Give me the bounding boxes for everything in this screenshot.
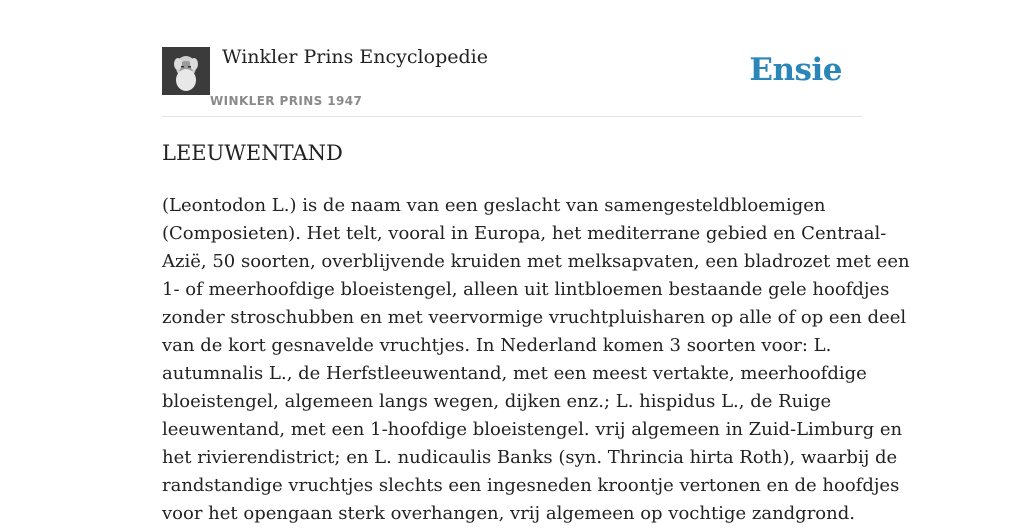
body-line: (Leontodon L.) is de naam van een geslacht van samengesteldbloemigen (162, 195, 826, 216)
body-line: voor het opengaan sterk overhangen, vrij algemeen op vochtige zandgrond. (162, 503, 855, 524)
body-line: (Composieten). Het telt, vooral in Europa, het mediterrane gebied en Centraal- (162, 223, 887, 244)
brand-logo[interactable]: Ensie (749, 52, 842, 88)
article-body (162, 192, 910, 528)
body-line: Azië, 50 soorten, overblijvende kruiden met melksapvaten, een bladrozet met een (162, 251, 910, 272)
body-line: randstandige vruchtjes slechts een ingesneden kroontje vertonen en de hoofdjes (162, 475, 900, 496)
body-line: zonder stroschubben en met veervormige vruchtpluisharen op alle of op een deel (162, 307, 907, 328)
source-subtitle[interactable]: WINKLER PRINS 1947 (210, 94, 363, 108)
portrait-icon (162, 47, 210, 95)
article-title: LEEUWENTAND (162, 141, 343, 165)
body-line: bloeistengel, algemeen langs wegen, dijken enz.; L. hispidus L., de Ruige (162, 391, 832, 412)
body-line: autumnalis L., de Herfstleeuwentand, met een meest vertakte, meerhoofdige (162, 363, 867, 384)
avatar[interactable] (162, 47, 210, 95)
body-line: van de kort gesnavelde vruchtjes. In Nederland komen 3 soorten voor: L. (162, 335, 832, 356)
header (162, 0, 862, 117)
body-line: 1- of meerhoofdige bloeistengel, alleen uit lintbloemen bestaande gele hoofdjes (162, 279, 890, 300)
body-line: leeuwentand, met een 1-hoofdige bloeistengel. vrij algemeen in Zuid-Limburg en (162, 419, 903, 440)
body-line: het rivierendistrict; en L. nudicaulis Banks (syn. Thrincia hirta Roth), waarbij de (162, 447, 898, 468)
source-title[interactable]: Winkler Prins Encyclopedie (222, 46, 488, 68)
